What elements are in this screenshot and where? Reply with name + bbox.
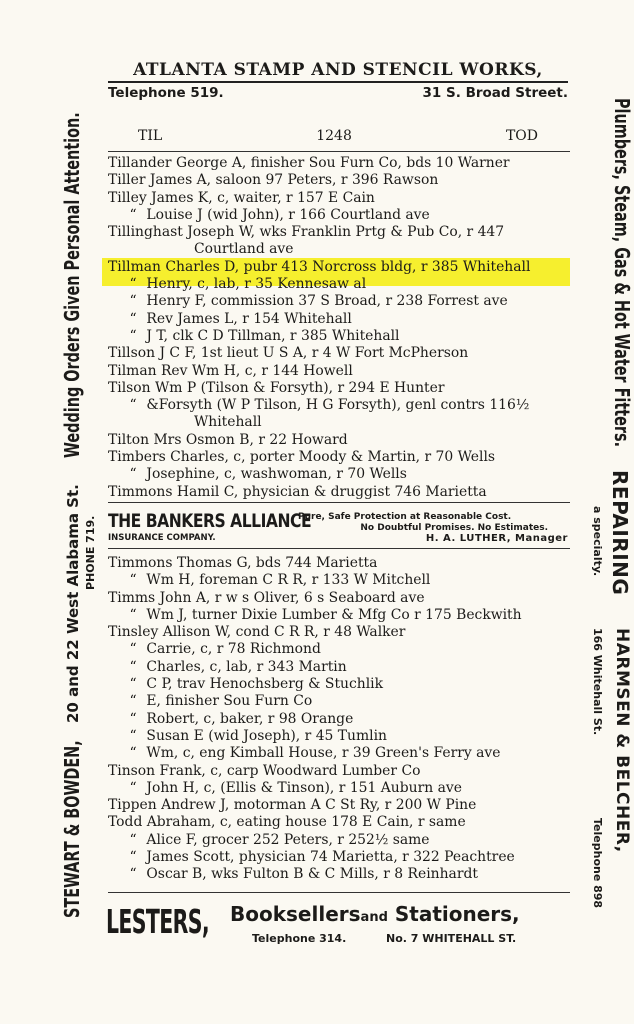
entry-text: Tillman Charles D, pubr 413 Norcross bldg, r 385 Whitehall: [108, 258, 531, 275]
ditto-mark: “: [129, 866, 137, 883]
directory-entry: [108, 693, 574, 710]
ditto-mark: “: [129, 293, 137, 310]
lesters-booksellers: Booksellers: [230, 902, 361, 926]
left-margin-advertisement: [60, 88, 97, 918]
ditto-mark: “: [129, 276, 137, 293]
ditto-mark: “: [129, 779, 137, 796]
directory-entry: [108, 832, 574, 849]
left-ad-phone: PHONE 719.: [84, 515, 97, 590]
entry-text: Wm H, foreman C R R, r 133 W Mitchell: [146, 572, 431, 589]
entry-text: Rev James L, r 154 Whitehall: [146, 310, 352, 327]
top-ad-title: ATLANTA STAMP AND STENCIL WORKS,: [108, 60, 568, 83]
directory-entry: [108, 780, 574, 797]
directory-entries-bottom: [108, 555, 574, 884]
right-ad-specialty: a specialty.: [591, 506, 604, 577]
directory-entry: [108, 259, 574, 276]
directory-entry: [108, 590, 574, 607]
directory-entry: [108, 380, 574, 397]
directory-entry: [108, 241, 574, 258]
directory-entry: [108, 328, 574, 345]
entry-text: Tilson Wm P (Tilson & Forsyth), r 294 E Hunter: [108, 379, 445, 396]
ditto-mark: “: [129, 606, 137, 623]
directory-entry: [108, 745, 574, 762]
top-ad-phone: Telephone 519.: [108, 85, 224, 101]
lesters-advertisement: [106, 900, 576, 948]
entry-text: Todd Abraham, c, eating house 178 E Cain, r same: [108, 814, 466, 831]
directory-entry: [108, 190, 574, 207]
entry-text: &Forsyth (W P Tilson, H G Forsyth), genl contrs 116½: [146, 397, 530, 414]
entry-text: Henry, c, lab, r 35 Kennesaw al: [146, 276, 367, 293]
right-margin-firm: [591, 628, 632, 909]
ditto-mark: “: [129, 641, 137, 658]
directory-entry: [108, 484, 574, 501]
right-ad-repairing: REPAIRING: [608, 470, 632, 596]
entry-text: Timbers Charles, c, porter Moody & Martin, r 70 Wells: [108, 449, 496, 466]
entry-text: Wm J, turner Dixie Lumber & Mfg Co r 175 Beckwith: [146, 606, 522, 623]
directory-entry: [108, 345, 574, 362]
ditto-mark: “: [129, 693, 137, 710]
directory-entry: [108, 572, 574, 589]
directory-entry: [108, 624, 574, 641]
right-ad-firm: HARMSEN & BELCHER,: [612, 628, 632, 853]
entry-text: C P, trav Henochsberg & Stuchlik: [146, 676, 384, 693]
ditto-mark: “: [129, 397, 137, 414]
directory-entry: [108, 711, 574, 728]
entry-text: Oscar B, wks Fulton B & C Mills, r 8 Reinhardt: [146, 866, 478, 883]
header-rule: [108, 151, 570, 152]
entry-text: Tilton Mrs Osmon B, r 22 Howard: [108, 431, 348, 448]
directory-entry: [108, 676, 574, 693]
entry-text: Josephine, c, washwoman, r 70 Wells: [146, 466, 407, 483]
entry-text: James Scott, physician 74 Marietta, r 322 Peachtree: [146, 849, 515, 866]
ditto-mark: “: [129, 745, 137, 762]
entry-text: Louise J (wid John), r 166 Courtland ave: [146, 206, 430, 223]
right-ad-address: 166 Whitehall St.: [591, 628, 604, 736]
directory-entry: [108, 432, 574, 449]
ditto-mark: “: [129, 658, 137, 675]
ditto-mark: “: [129, 206, 137, 223]
directory-entry: [108, 849, 574, 866]
divider-rule: [108, 502, 570, 503]
entry-text: Courtland ave: [194, 241, 294, 258]
directory-entry: [108, 866, 574, 883]
top-ad-address: 31 S. Broad Street.: [422, 85, 568, 101]
footer-rule: [108, 892, 570, 893]
entry-text: Whitehall: [194, 414, 262, 431]
right-margin-repairing: [591, 470, 632, 596]
directory-entry: [108, 224, 574, 241]
entry-text: Tinson Frank, c, carp Woodward Lumber Co: [108, 762, 421, 779]
top-advertisement: [108, 60, 568, 101]
directory-entry: [108, 555, 574, 572]
bankers-alliance-advertisement: [108, 510, 568, 544]
directory-entry: [108, 293, 574, 310]
bank-ad-manager: H. A. LUTHER, Manager: [425, 533, 568, 544]
running-head-right: TOD: [505, 128, 538, 144]
entry-text: Alice F, grocer 252 Peters, r 252½ same: [146, 831, 430, 848]
entry-text: Tillson J C F, 1st lieut U S A, r 4 W Fort McPherson: [108, 345, 469, 362]
bank-ad-tagline-1: Pure, Safe Protection at Reasonable Cost.: [298, 512, 512, 522]
directory-entry: [108, 276, 574, 293]
entry-text: Henry F, commission 37 S Broad, r 238 Forrest ave: [146, 293, 508, 310]
lesters-address: No. 7 WHITEHALL ST.: [386, 932, 517, 945]
entry-text: Susan E (wid Joseph), r 45 Tumlin: [146, 727, 387, 744]
ditto-mark: “: [129, 727, 137, 744]
bank-ad-tagline: [298, 512, 548, 534]
entry-text: J T, clk C D Tillman, r 385 Whitehall: [146, 327, 400, 344]
directory-entry: [108, 797, 574, 814]
directory-entry: [108, 607, 574, 624]
ditto-mark: “: [129, 710, 137, 727]
bank-ad-tagline-2: No Doubtful Promises. No Estimates.: [360, 523, 548, 533]
entry-text: Tiller James A, saloon 97 Peters, r 396 Rawson: [108, 172, 439, 189]
directory-entry: [108, 728, 574, 745]
ditto-mark: “: [129, 831, 137, 848]
lesters-stationers: Stationers,: [394, 902, 520, 926]
directory-entries-top: [108, 155, 574, 501]
directory-entry: [108, 659, 574, 676]
ditto-mark: “: [129, 310, 137, 327]
lesters-title: [230, 902, 520, 926]
directory-entry: [108, 466, 574, 483]
entry-text: Tilley James K, c, waiter, r 157 E Cain: [108, 189, 375, 206]
entry-text: Tinsley Allison W, cond C R R, r 48 Walker: [108, 624, 406, 641]
directory-entry: [108, 172, 574, 189]
entry-text: Charles, c, lab, r 343 Martin: [146, 658, 347, 675]
left-ad-address: 20 and 22 West Alabama St.: [64, 484, 82, 723]
ditto-mark: “: [129, 327, 137, 344]
ditto-mark: “: [129, 849, 137, 866]
directory-entry: [108, 449, 574, 466]
directory-entry: [108, 397, 574, 414]
directory-entry: [108, 363, 574, 380]
bank-ad-company: INSURANCE COMPANY.: [108, 533, 216, 543]
entry-text: Timmons Thomas G, bds 744 Marietta: [108, 555, 378, 571]
entry-text: Carrie, c, r 78 Richmond: [146, 641, 321, 658]
lesters-phone: Telephone 314.: [252, 932, 347, 945]
divider-rule: [108, 548, 570, 549]
right-ad-trade: Plumbers, Steam, Gas & Hot Water Fitters.: [610, 98, 634, 448]
directory-entry: [108, 155, 574, 172]
ditto-mark: “: [129, 572, 137, 589]
directory-entry: [108, 763, 574, 780]
directory-entry: [108, 311, 574, 328]
left-ad-name: STEWART & BOWDEN,: [60, 740, 84, 918]
directory-entry: [108, 641, 574, 658]
ditto-mark: “: [129, 466, 137, 483]
entry-text: John H, c, (Ellis & Tinson), r 151 Auburn ave: [146, 779, 462, 796]
entry-text: Tillinghast Joseph W, wks Franklin Prtg & Pub Co, r 447: [108, 224, 505, 241]
entry-text: Timms John A, r w s Oliver, 6 s Seaboard ave: [108, 589, 425, 606]
lesters-and: and: [360, 910, 388, 925]
left-ad-slogan: Wedding Orders Given Personal Attention.: [60, 112, 84, 458]
entry-text: Wm, c, eng Kimball House, r 39 Green's Ferry ave: [146, 745, 501, 762]
right-ad-phone: Telephone 898: [591, 818, 604, 909]
entry-text: Tillander George A, finisher Sou Furn Co, bds 10 Warner: [108, 155, 510, 171]
running-head: [108, 128, 568, 144]
bank-ad-name: THE BANKERS ALLIANCE: [108, 510, 312, 532]
entry-text: Timmons Hamil C, physician & druggist 746 Marietta: [108, 483, 487, 500]
directory-entry: [108, 414, 574, 431]
entry-text: E, finisher Sou Furn Co: [146, 693, 313, 710]
directory-entry: [108, 814, 574, 831]
running-head-left: TIL: [138, 128, 163, 144]
entry-text: Tilman Rev Wm H, c, r 144 Howell: [108, 362, 353, 379]
directory-entry: [108, 207, 574, 224]
ditto-mark: “: [129, 676, 137, 693]
top-ad-contact-row: [108, 85, 568, 101]
page-number: 1248: [316, 128, 352, 144]
entry-text: Tippen Andrew J, motorman A C St Ry, r 200 W Pine: [108, 797, 477, 814]
lesters-name: LESTERS,: [106, 902, 209, 941]
entry-text: Robert, c, baker, r 98 Orange: [146, 710, 354, 727]
